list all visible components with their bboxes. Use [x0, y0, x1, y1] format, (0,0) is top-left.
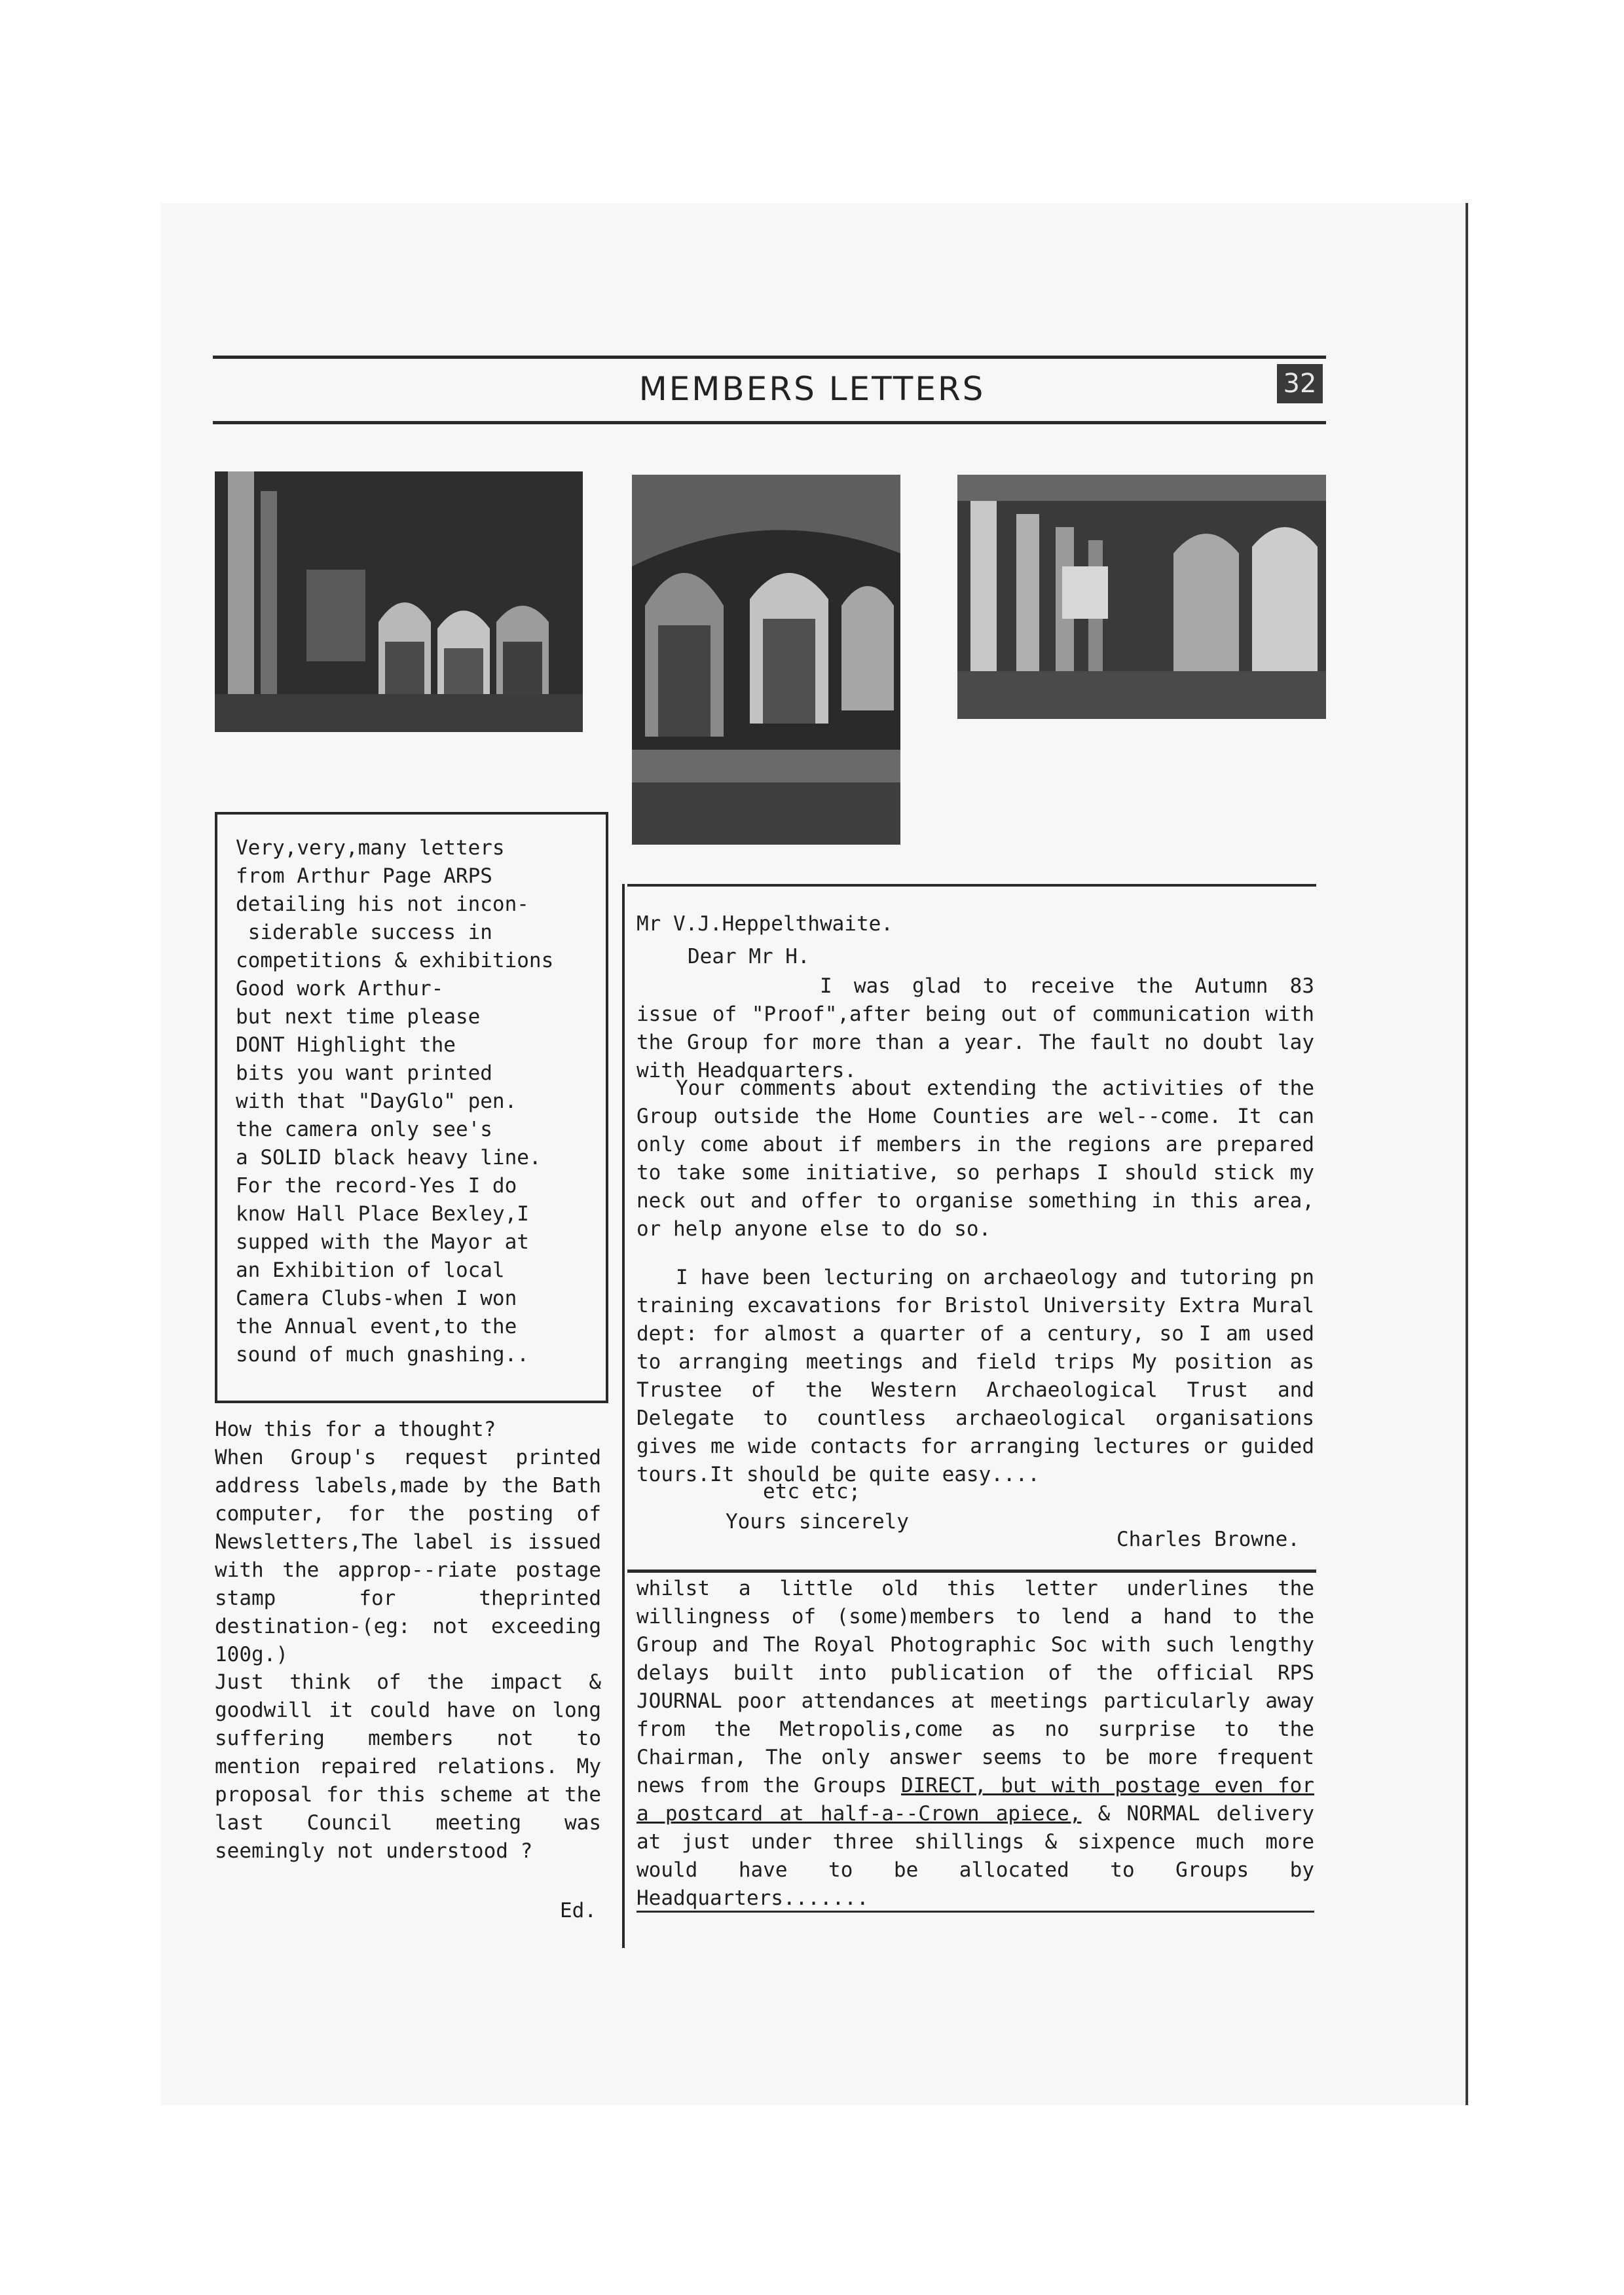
left-heading: How this for a thought?: [215, 1418, 496, 1441]
header-top-rule: [213, 356, 1326, 359]
church-interior-photo-center: [632, 475, 900, 845]
editor-comment-text: whilst a little old this letter underlines the willingness of (some)members to lend a hand to the Group and The Royal Photographic Soc with such lengthy delays built into publication of the official RPS JOURNAL poor attendances at meetings particularly away from the Metropolis,come as no surprise to the Chairman, The only answer seems to be more frequent news from the Groups: [637, 1577, 1314, 1797]
letter-addressee: Mr V.J.Heppelthwaite.: [637, 912, 893, 936]
editor-comment-end: & NORMAL delivery at just under three shillings & sixpence much more would have to be allocated to Groups by Headquarters.......: [637, 1802, 1314, 1910]
header-bottom-rule: [213, 421, 1326, 424]
comment-bottom-rule: [637, 1911, 1314, 1913]
boxed-note-line: competitions & exhibitions: [236, 949, 554, 972]
letter-paragraph-2: Your comments about extending the activities of the Group outside the Home Counties are wel--come. It can only come about if members in the regions are prepared to take some initiative, so perhaps I should stick my neck out and offer to organise something in this area, or help anyone else to do so.: [637, 1076, 1314, 1241]
boxed-note-line: from Arthur Page ARPS: [236, 864, 492, 888]
boxed-note-line: but next time please: [236, 1005, 481, 1029]
comment-top-rule: [627, 1570, 1316, 1573]
page-edge-shadow: [1466, 203, 1468, 2105]
left-signature: Ed.: [560, 1899, 597, 1922]
right-column-divider: [622, 884, 625, 1948]
boxed-note-line: siderable success in: [236, 921, 492, 944]
boxed-note-line: supped with the Mayor at: [236, 1230, 529, 1254]
boxed-note-line: detailing his not incon-: [236, 892, 529, 916]
letter-signature: Charles Browne.: [1116, 1528, 1300, 1551]
left-paragraph-1: When Group's request printed address labels,made by the Bath computer, for the posting of Newsletters,The label is issued with the approp--riate postage stamp for theprinted destination-(eg: not exceeding 100g.): [215, 1446, 601, 1666]
church-interior-photo-left: [215, 471, 583, 732]
page-number-badge: 32: [1277, 364, 1323, 403]
editor-comment: [637, 1575, 1314, 1913]
letter-etc: etc etc;: [763, 1480, 861, 1503]
boxed-note-line: the camera only see's: [236, 1118, 492, 1141]
page-title: MEMBERS LETTERS: [638, 370, 986, 408]
boxed-note-line: with that "DayGlo" pen.: [236, 1090, 517, 1113]
boxed-note-line: DONT Highlight the: [236, 1033, 456, 1057]
boxed-note-line: sound of much gnashing..: [236, 1343, 529, 1367]
letter-paragraph-3: I have been lecturing on archaeology and tutoring pn training excavations for Bristol University Extra Mural dept: for almost a quarter of a century, so I am used to arranging meetings and field trips My position as Trustee of the Western Archaeological Trust and Delegate to countless archaeological organisations gives me wide contacts for arranging lectures or guided tours.It should be quite easy....: [637, 1266, 1314, 1486]
boxed-note-line: a SOLID black heavy line.: [236, 1146, 542, 1169]
boxed-note-line: Good work Arthur-: [236, 977, 444, 1001]
letter-salutation: Dear Mr H.: [688, 945, 810, 968]
letter-closing: Yours sincerely: [726, 1510, 909, 1533]
boxed-note-line: an Exhibition of local: [236, 1258, 505, 1282]
letter-paragraph-1: I was glad to receive the Autumn 83 issue of "Proof",after being out of communication with the Group for more than a year. The fault no doubt lay with Headquarters.: [637, 974, 1314, 1082]
church-interior-photo-right: [957, 475, 1326, 719]
boxed-note-line: For the record-Yes I do: [236, 1174, 517, 1198]
boxed-note-line: Camera Clubs-when I won: [236, 1287, 517, 1310]
boxed-note-line: the Annual event,to the: [236, 1315, 517, 1338]
editor-comment-underlined: DIRECT, but with postage even for a postcard at half-a--Crown apiece,: [637, 1774, 1314, 1826]
boxed-note-line: Very,very,many letters: [236, 836, 505, 860]
boxed-note-line: know Hall Place Bexley,I: [236, 1202, 529, 1226]
letter-top-rule: [627, 884, 1316, 887]
left-paragraph-2: Just think of the impact & goodwill it could have on long suffering members not to mention repaired relations. My proposal for this scheme at the last Council meeting was seemingly not understood ?: [215, 1670, 601, 1863]
boxed-note-line: bits you want printed: [236, 1061, 492, 1085]
